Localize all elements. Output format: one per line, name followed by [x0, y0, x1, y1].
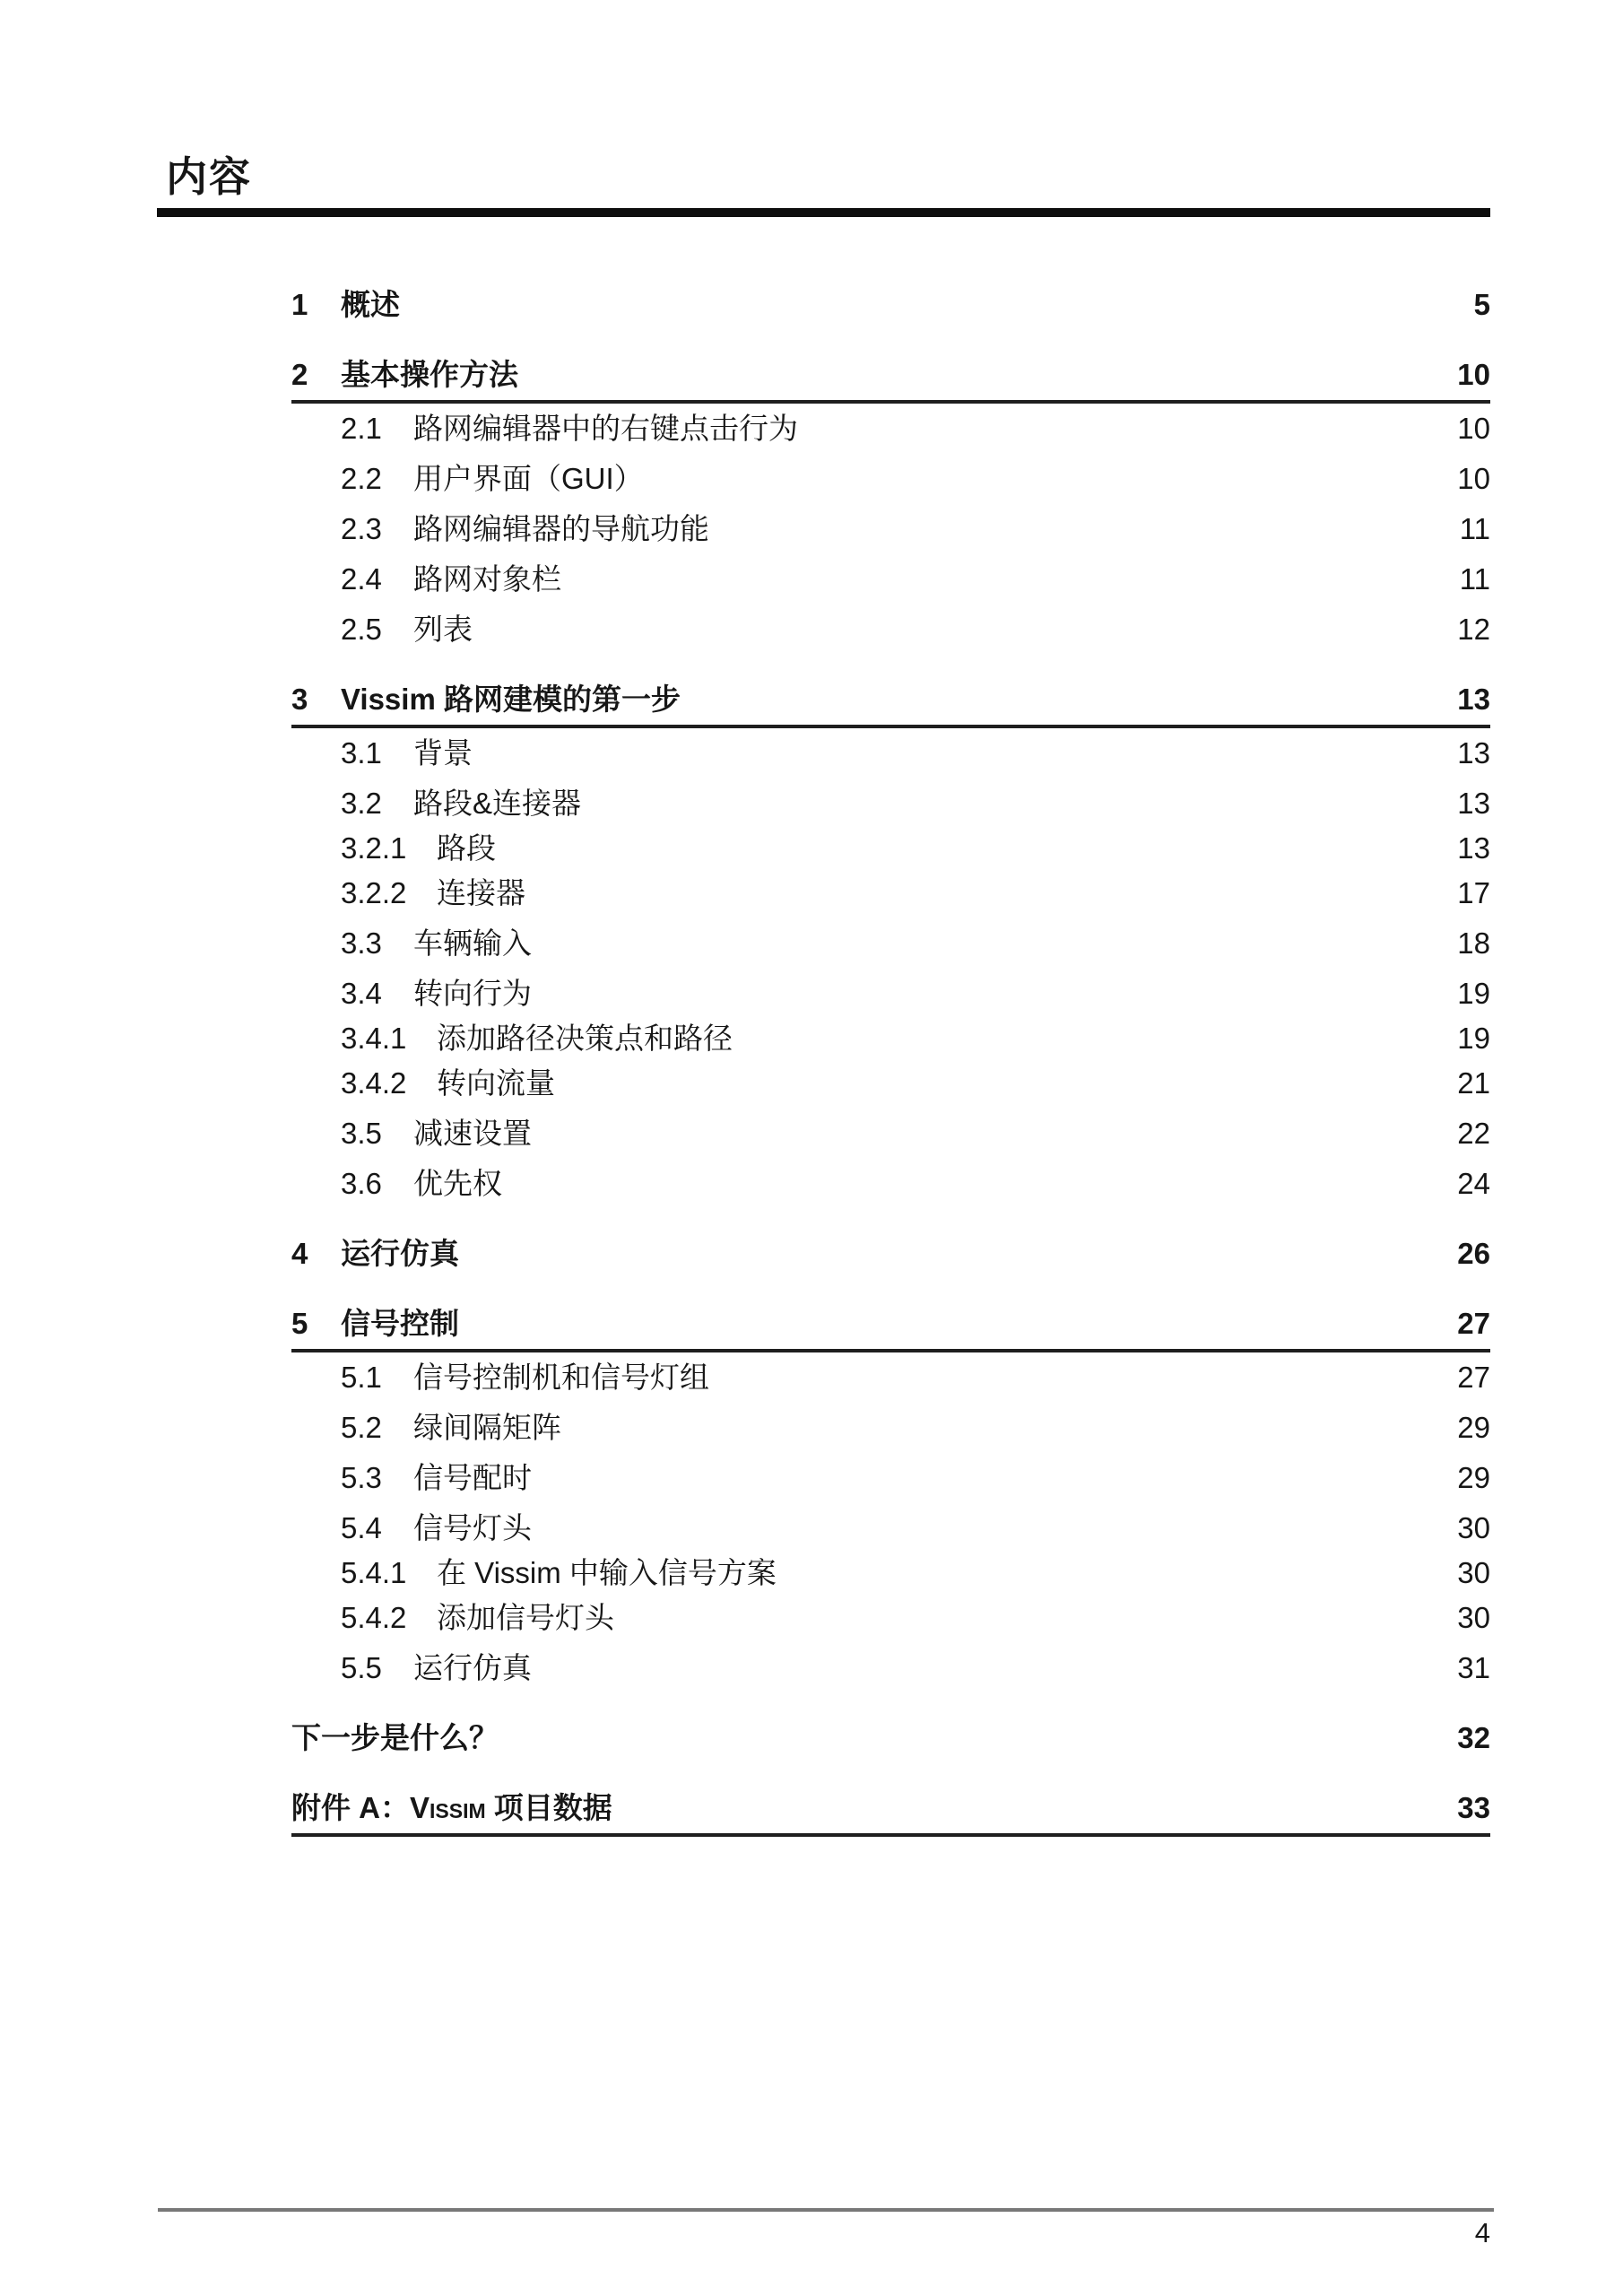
- toc-entry: [291, 1600, 1490, 1636]
- toc-entry-number: 2.2: [341, 462, 382, 495]
- toc-entry-number: 3.2.1: [341, 831, 407, 865]
- toc-entry-title: 减速设置: [413, 1117, 532, 1150]
- toc-entry-number: 2.1: [341, 412, 382, 445]
- footer-rule: [158, 2208, 1494, 2212]
- toc-entry-page: 11: [1459, 562, 1490, 596]
- toc-entry: [291, 1790, 1490, 1837]
- toc-entry-number: 2.5: [341, 613, 382, 646]
- toc-entry-number: 2.3: [341, 512, 382, 545]
- toc-entry-title: 路段&连接器: [413, 787, 582, 820]
- header-rule: [157, 208, 1490, 217]
- toc-entry: [291, 875, 1490, 911]
- toc-entry-page: 29: [1457, 1461, 1490, 1494]
- toc-entry-title: 绿间隔矩阵: [413, 1411, 561, 1444]
- toc-entry: [291, 1236, 1490, 1272]
- toc-entry-page: 26: [1457, 1237, 1490, 1270]
- toc-entry-title: 转向流量: [437, 1066, 555, 1100]
- toc-entry-title: 附件 A：Vissim 项目数据: [291, 1791, 612, 1824]
- toc-entry: [291, 612, 1490, 648]
- toc-entry: [291, 1720, 1490, 1756]
- toc-entry-page: 11: [1459, 512, 1490, 545]
- toc-entry-page: 13: [1457, 787, 1490, 820]
- toc-entry-page: 31: [1457, 1651, 1490, 1684]
- toc-entry-page: 21: [1457, 1066, 1490, 1100]
- toc-entry-page: 27: [1457, 1307, 1490, 1340]
- toc-entry-page: 30: [1457, 1511, 1490, 1544]
- toc-entry-page: 13: [1457, 831, 1490, 865]
- toc-entry-page: 13: [1457, 683, 1490, 716]
- toc-entry-page: 13: [1457, 736, 1490, 770]
- toc-entry: [291, 1166, 1490, 1202]
- toc-entry-page: 22: [1457, 1117, 1490, 1150]
- toc-entry: [291, 926, 1490, 961]
- toc-entry: [291, 1116, 1490, 1152]
- page-title: 内容: [166, 153, 252, 200]
- toc-entry-number: 5.4: [341, 1511, 382, 1544]
- toc-entry-number: 5.3: [341, 1461, 382, 1494]
- toc-entry: [291, 561, 1490, 597]
- footer-page-number: 4: [1474, 2217, 1490, 2248]
- toc-entry-title: Vissim 路网建模的第一步: [341, 683, 681, 716]
- toc-entry: [291, 976, 1490, 1012]
- toc-entry: [291, 1065, 1490, 1101]
- toc-entry-number: 3.3: [341, 926, 382, 960]
- toc-entry-title: 路网对象栏: [413, 562, 561, 596]
- toc-entry-title: 路段: [437, 831, 496, 865]
- toc-entry: [291, 411, 1490, 447]
- toc-entry-page: 32: [1457, 1721, 1490, 1754]
- toc-entry-number: 3.4: [341, 977, 382, 1010]
- toc-entry-page: 33: [1457, 1791, 1490, 1824]
- toc-entry-page: 27: [1457, 1361, 1490, 1394]
- toc-entry-number: 2: [291, 358, 308, 391]
- toc-entry-title: 在 Vissim 中输入信号方案: [437, 1556, 777, 1589]
- toc-entry-title: 运行仿真: [413, 1651, 532, 1684]
- toc-entry-title: 优先权: [413, 1167, 502, 1200]
- toc-entry: [291, 1650, 1490, 1686]
- toc-entry: [291, 735, 1490, 771]
- toc-entry-number: 3.2: [341, 787, 382, 820]
- toc-entry-title: 背景: [413, 736, 473, 770]
- toc-entry-number: 5: [291, 1307, 308, 1340]
- toc-entry: [291, 1555, 1490, 1591]
- toc-entry-number: 5.4.1: [341, 1556, 407, 1589]
- toc-entry-page: 17: [1457, 876, 1490, 909]
- toc-entry-page: 12: [1457, 613, 1490, 646]
- toc-entry: [291, 1460, 1490, 1496]
- toc-entry-page: 10: [1457, 412, 1490, 445]
- toc-entry-number: 3.2.2: [341, 876, 407, 909]
- toc-entry-number: 2.4: [341, 562, 382, 596]
- toc-entry-page: 18: [1457, 926, 1490, 960]
- toc-entry: [291, 786, 1490, 822]
- toc-entry-title: 用户界面（GUI）: [413, 462, 644, 495]
- toc-entry: [291, 461, 1490, 497]
- toc-entry-page: 29: [1457, 1411, 1490, 1444]
- toc-entry-page: 30: [1457, 1556, 1490, 1589]
- toc-entry-title: 信号配时: [413, 1461, 532, 1494]
- toc-entry-number: 3.6: [341, 1167, 382, 1200]
- toc-entry-page: 30: [1457, 1601, 1490, 1634]
- toc-entry-title: 列表: [413, 613, 473, 646]
- toc-entry-number: 5.1: [341, 1361, 382, 1394]
- toc-entry-title: 概述: [341, 288, 400, 321]
- toc-entry-number: 3: [291, 683, 308, 716]
- toc-entry: [291, 682, 1490, 728]
- toc-entry: [291, 287, 1490, 323]
- toc-entry-title: 添加信号灯头: [437, 1601, 614, 1634]
- toc-entry-number: 3.1: [341, 736, 382, 770]
- toc-entry-page: 24: [1457, 1167, 1490, 1200]
- toc-entry-title: 信号控制: [341, 1307, 459, 1340]
- toc-entry: [291, 357, 1490, 404]
- toc-entry-title: 运行仿真: [341, 1237, 459, 1270]
- toc-entry-title: 路网编辑器的导航功能: [413, 512, 709, 545]
- toc-entry-number: 5.5: [341, 1651, 382, 1684]
- toc-entry: [291, 511, 1490, 547]
- toc-entry-page: 19: [1457, 977, 1490, 1010]
- toc-entry-title: 基本操作方法: [341, 358, 518, 391]
- toc-entry-number: 3.4.2: [341, 1066, 407, 1100]
- toc-entry: [291, 1410, 1490, 1446]
- toc-entry-title: 连接器: [437, 876, 525, 909]
- toc-entry: [291, 1021, 1490, 1057]
- toc-entry-number: 5.4.2: [341, 1601, 407, 1634]
- toc-entry-number: 3.5: [341, 1117, 382, 1150]
- toc-entry-title: 路网编辑器中的右键点击行为: [413, 412, 798, 445]
- toc-entry-page: 10: [1457, 462, 1490, 495]
- toc-entry-page: 5: [1473, 288, 1490, 321]
- toc-entry-title: 下一步是什么？: [291, 1721, 499, 1754]
- toc-entry: [291, 831, 1490, 866]
- toc-entry: [291, 1306, 1490, 1352]
- toc-entry-number: 3.4.1: [341, 1022, 407, 1055]
- toc-entry-title: 转向行为: [413, 977, 532, 1010]
- toc-entry-number: 4: [291, 1237, 308, 1270]
- toc-entry: [291, 1360, 1490, 1396]
- toc-entry-page: 10: [1457, 358, 1490, 391]
- toc-entry-title: 添加路径决策点和路径: [437, 1022, 733, 1055]
- toc-entry-title: 信号灯头: [413, 1511, 532, 1544]
- toc-entry-title: 车辆输入: [413, 926, 532, 960]
- toc-entry-number: 5.2: [341, 1411, 382, 1444]
- toc-entry-page: 19: [1457, 1022, 1490, 1055]
- toc-entry-number: 1: [291, 288, 308, 321]
- table-of-contents: [291, 253, 1490, 1837]
- toc-entry: [291, 1510, 1490, 1546]
- toc-entry-title: 信号控制机和信号灯组: [413, 1361, 709, 1394]
